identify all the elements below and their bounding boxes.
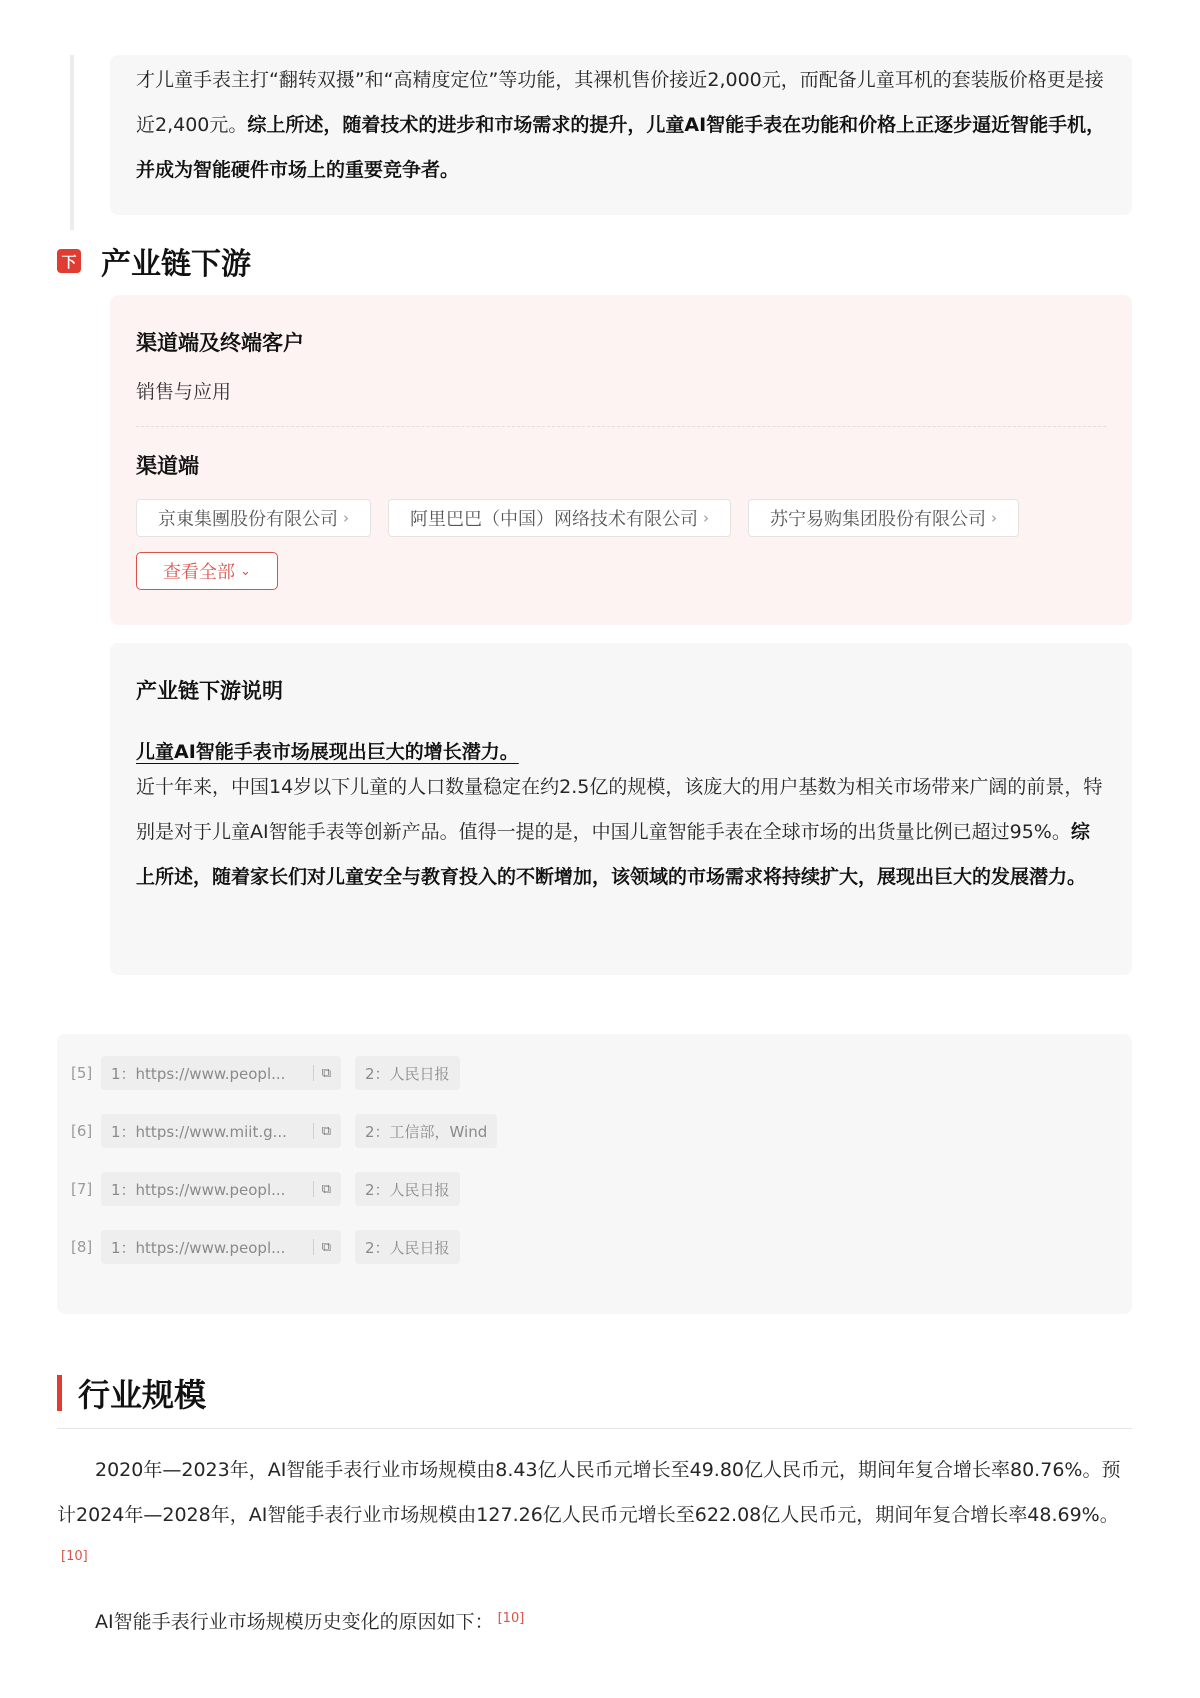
description-normal-text: 近十年来，中国14岁以下儿童的人口数量稳定在约2.5亿的规模，该庞大的用户基数为相关市场带来广阔的前景，特别是对于儿童AI智能手表等创新产品。值得一提的是，中国儿童智能手表在全球市场的出货量比例已超过95%。 [136, 776, 1103, 843]
downstream-title: 产业链下游 [101, 247, 251, 282]
divider [136, 426, 1106, 427]
copy-icon[interactable]: ⧉ [321, 1181, 331, 1197]
downstream-icon: 下 [57, 249, 81, 273]
company-name: 苏宁易购集团股份有限公司 [770, 509, 986, 530]
company-chip[interactable] [136, 499, 371, 537]
company-name: 阿里巴巴（中国）网络技术有限公司 [410, 509, 698, 530]
company-chip-list [136, 499, 1019, 537]
copy-icon[interactable]: ⧉ [321, 1123, 331, 1139]
reference-source: 2：工信部，Wind [355, 1114, 497, 1148]
reference-row [71, 1230, 460, 1264]
channel-label: 渠道端 [136, 454, 199, 478]
channel-card [110, 295, 1132, 625]
description-text [110, 765, 1132, 900]
summary-bold-text: 综上所述，随着技术的进步和市场需求的提升，儿童AI智能手表在功能和价格上正逐步逼近智能手机，并成为智能硬件市场上的重要竞争者。 [136, 114, 1106, 181]
citation-link[interactable]: [10] [497, 1611, 525, 1626]
view-all-label: 查看全部 [163, 562, 236, 583]
reference-url: 1：https://www.peopl... [111, 1180, 286, 1199]
copy-icon[interactable]: ⧉ [321, 1065, 331, 1081]
paragraph-text: AI智能手表行业市场规模历史变化的原因如下： [95, 1611, 494, 1633]
channel-card-heading: 渠道端及终端客户 [136, 331, 304, 355]
separator [313, 1123, 314, 1139]
reference-source: 2：人民日报 [355, 1172, 460, 1206]
reference-row [71, 1172, 460, 1206]
reference-link[interactable] [101, 1172, 341, 1206]
company-chip[interactable] [388, 499, 731, 537]
references-box [57, 1034, 1132, 1314]
reference-number: [7] [71, 1180, 93, 1198]
header-divider [57, 1428, 1132, 1429]
channel-card-subheading: 销售与应用 [136, 381, 232, 403]
downstream-description-card [110, 643, 1132, 975]
company-name: 京東集團股份有限公司 [158, 509, 338, 530]
industry-scale-header [57, 1370, 206, 1416]
company-chip[interactable] [748, 499, 1019, 537]
reference-link[interactable] [101, 1056, 341, 1090]
reference-source: 2：人民日报 [355, 1056, 460, 1090]
midstream-summary-text [110, 55, 1132, 193]
chevron-right-icon: › [343, 509, 349, 527]
chevron-down-icon: ⌄ [240, 563, 251, 579]
downstream-section-header [57, 242, 251, 280]
separator [313, 1239, 314, 1255]
separator [313, 1065, 314, 1081]
reference-number: [5] [71, 1064, 93, 1082]
reference-number: [8] [71, 1238, 93, 1256]
reference-url: 1：https://www.peopl... [111, 1238, 286, 1257]
chevron-right-icon: › [703, 509, 709, 527]
separator [313, 1181, 314, 1197]
summary-normal-text: 才儿童手表主打“翻转双摄”和“高精度定位”等功能，其裸机售价接近2,000元，而配备儿童耳机的套装版价格更是接近2,400元。 [136, 69, 1104, 136]
reference-row [71, 1056, 460, 1090]
section-accent-bar [57, 1375, 62, 1411]
reference-link[interactable] [101, 1230, 341, 1264]
reference-row [71, 1114, 497, 1148]
paragraph-text: 2020年—2023年，AI智能手表行业市场规模由8.43亿人民币元增长至49.80亿人民币元，期间年复合增长率80.76%。预计2024年—2028年，AI智能手表行业市场规模由127.26亿人民币元增长至622.08亿人民币元，期间年复合增长率48.69%。 [57, 1459, 1121, 1526]
copy-icon[interactable]: ⧉ [321, 1239, 331, 1255]
industry-scale-paragraph [57, 1448, 1132, 1583]
chevron-right-icon: › [991, 509, 997, 527]
reference-url: 1：https://www.peopl... [111, 1064, 286, 1083]
industry-scale-reason-paragraph [57, 1600, 1132, 1645]
industry-scale-title: 行业规模 [78, 1376, 207, 1414]
description-underline-title: 儿童AI智能手表市场展现出巨大的增长潜力。 [136, 741, 519, 763]
midstream-summary-card [110, 55, 1132, 215]
reference-number: [6] [71, 1122, 93, 1140]
view-all-button[interactable] [136, 552, 278, 590]
reference-source: 2：人民日报 [355, 1230, 460, 1264]
reference-url: 1：https://www.miit.g... [111, 1122, 287, 1141]
reference-link[interactable] [101, 1114, 341, 1148]
description-bold-text: 综上所述，随着家长们对儿童安全与教育投入的不断增加，该领域的市场需求将持续扩大，展现出巨大的发展潜力。 [136, 821, 1090, 888]
citation-link[interactable]: [10] [61, 1549, 88, 1564]
timeline-line [70, 55, 74, 230]
description-heading: 产业链下游说明 [136, 679, 283, 703]
